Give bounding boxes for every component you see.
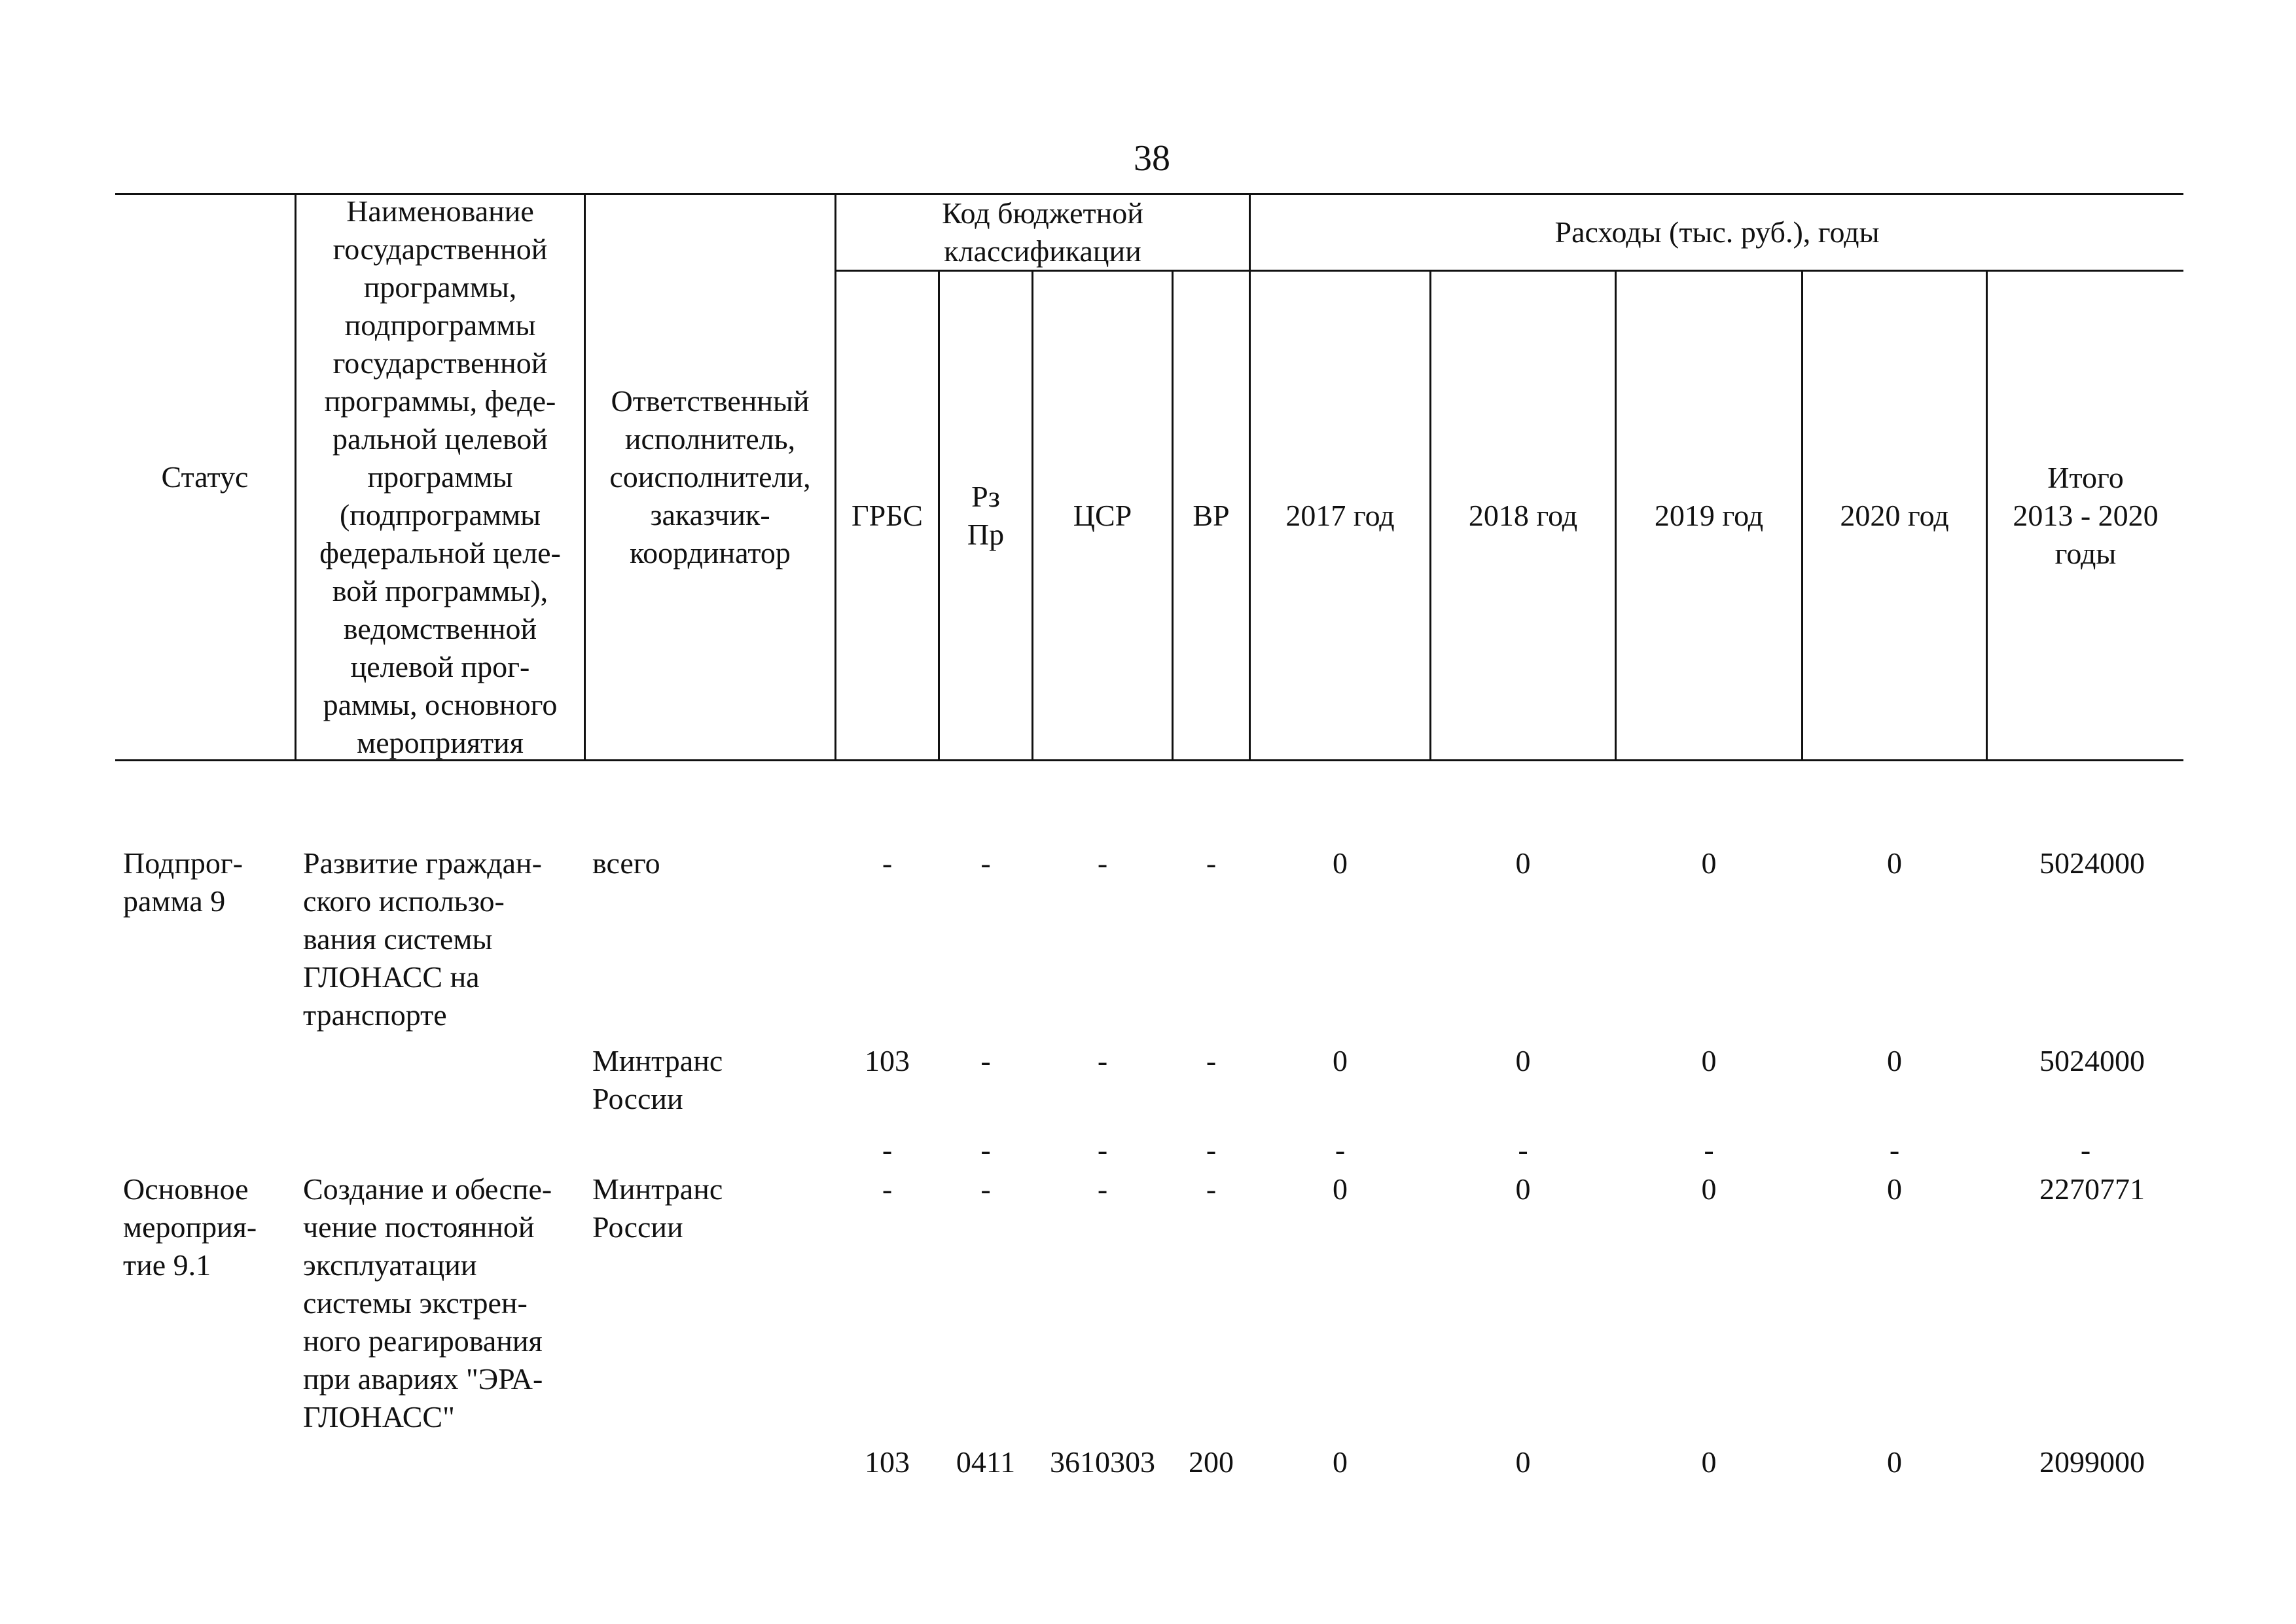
- row-rzpr: -: [980, 846, 991, 880]
- row-total: -: [2080, 1133, 2091, 1166]
- row-rzpr: -: [980, 1133, 991, 1166]
- header-vr: ВР: [1193, 498, 1230, 532]
- row-status: Подпрог- рамма 9: [123, 846, 243, 918]
- row-vr: -: [1206, 1044, 1217, 1077]
- header-rzpr: Рз Пр: [967, 479, 1005, 551]
- row-rzpr: 0411: [956, 1445, 1016, 1479]
- row-2017: 0: [1333, 846, 1348, 880]
- header-program-name: Наименование государственной программы, подпрограммы государственной программы, феде- ральной целевой программы (подпрограммы федеральной целе- вой программы), ведомственной целевой прог- раммы, основного мероприятия: [319, 194, 561, 759]
- row-csr: -: [1097, 846, 1108, 880]
- header-2017: 2017 год: [1285, 498, 1395, 532]
- row-total: 2270771: [2039, 1172, 2145, 1206]
- row-rzpr: -: [980, 1172, 991, 1206]
- row-2018: 0: [1515, 1445, 1531, 1479]
- row-2018: -: [1518, 1133, 1528, 1166]
- row-executor: Минтранс России: [592, 1172, 723, 1244]
- row-2017: 0: [1333, 1172, 1348, 1206]
- row-total: 5024000: [2039, 846, 2145, 880]
- row-2018: 0: [1515, 846, 1531, 880]
- row-2020: 0: [1887, 846, 1902, 880]
- row-csr: 3610303: [1050, 1445, 1155, 1479]
- row-csr: -: [1097, 1044, 1108, 1077]
- row-2017: -: [1335, 1133, 1346, 1166]
- header-2020: 2020 год: [1840, 498, 1949, 532]
- header-status: Статус: [161, 460, 249, 494]
- row-2020: 0: [1887, 1172, 1902, 1206]
- row-2020: -: [1889, 1133, 1900, 1166]
- row-2019: 0: [1701, 1044, 1717, 1077]
- row-2019: 0: [1701, 1445, 1717, 1479]
- header-budget-code: Код бюджетной классификации: [942, 196, 1143, 268]
- row-grbs: -: [882, 1133, 893, 1166]
- row-2019: -: [1704, 1133, 1714, 1166]
- row-total: 5024000: [2039, 1044, 2145, 1077]
- header-executor: Ответственный исполнитель, соисполнители, заказчик- координатор: [609, 384, 811, 569]
- row-name: Развитие граждан- ского использо- вания системы ГЛОНАСС на транспорте: [303, 846, 542, 1032]
- row-2018: 0: [1515, 1172, 1531, 1206]
- row-2020: 0: [1887, 1445, 1902, 1479]
- row-vr: -: [1206, 1133, 1217, 1166]
- row-vr: -: [1206, 846, 1217, 880]
- row-grbs: 103: [865, 1044, 910, 1077]
- row-2019: 0: [1701, 1172, 1717, 1206]
- row-total: 2099000: [2039, 1445, 2145, 1479]
- row-status: Основное мероприя- тие 9.1: [123, 1172, 257, 1282]
- header-2018: 2018 год: [1468, 498, 1578, 532]
- row-grbs: -: [882, 846, 893, 880]
- header-expenses: Расходы (тыс. руб.), годы: [1554, 215, 1880, 249]
- row-executor: Минтранс России: [592, 1044, 723, 1115]
- row-rzpr: -: [980, 1044, 991, 1077]
- row-2017: 0: [1333, 1445, 1348, 1479]
- row-2017: 0: [1333, 1044, 1348, 1077]
- row-csr: -: [1097, 1172, 1108, 1206]
- row-executor: всего: [592, 846, 660, 880]
- row-grbs: 103: [865, 1445, 910, 1479]
- row-2019: 0: [1701, 846, 1717, 880]
- page-number: 38: [1134, 138, 1170, 179]
- header-grbs: ГРБС: [852, 498, 923, 532]
- row-grbs: -: [882, 1172, 893, 1206]
- row-vr: 200: [1189, 1445, 1234, 1479]
- row-csr: -: [1097, 1133, 1108, 1166]
- header-2019: 2019 год: [1654, 498, 1764, 532]
- row-2020: 0: [1887, 1044, 1902, 1077]
- row-name: Создание и обеспе- чение постоянной эксплуатации системы экстрен- ного реагирования при авариях "ЭРА- ГЛОНАСС": [303, 1172, 552, 1434]
- row-vr: -: [1206, 1172, 1217, 1206]
- header-total: Итого 2013 - 2020 годы: [2013, 460, 2159, 570]
- header-csr: ЦСР: [1073, 498, 1132, 532]
- row-2018: 0: [1515, 1044, 1531, 1077]
